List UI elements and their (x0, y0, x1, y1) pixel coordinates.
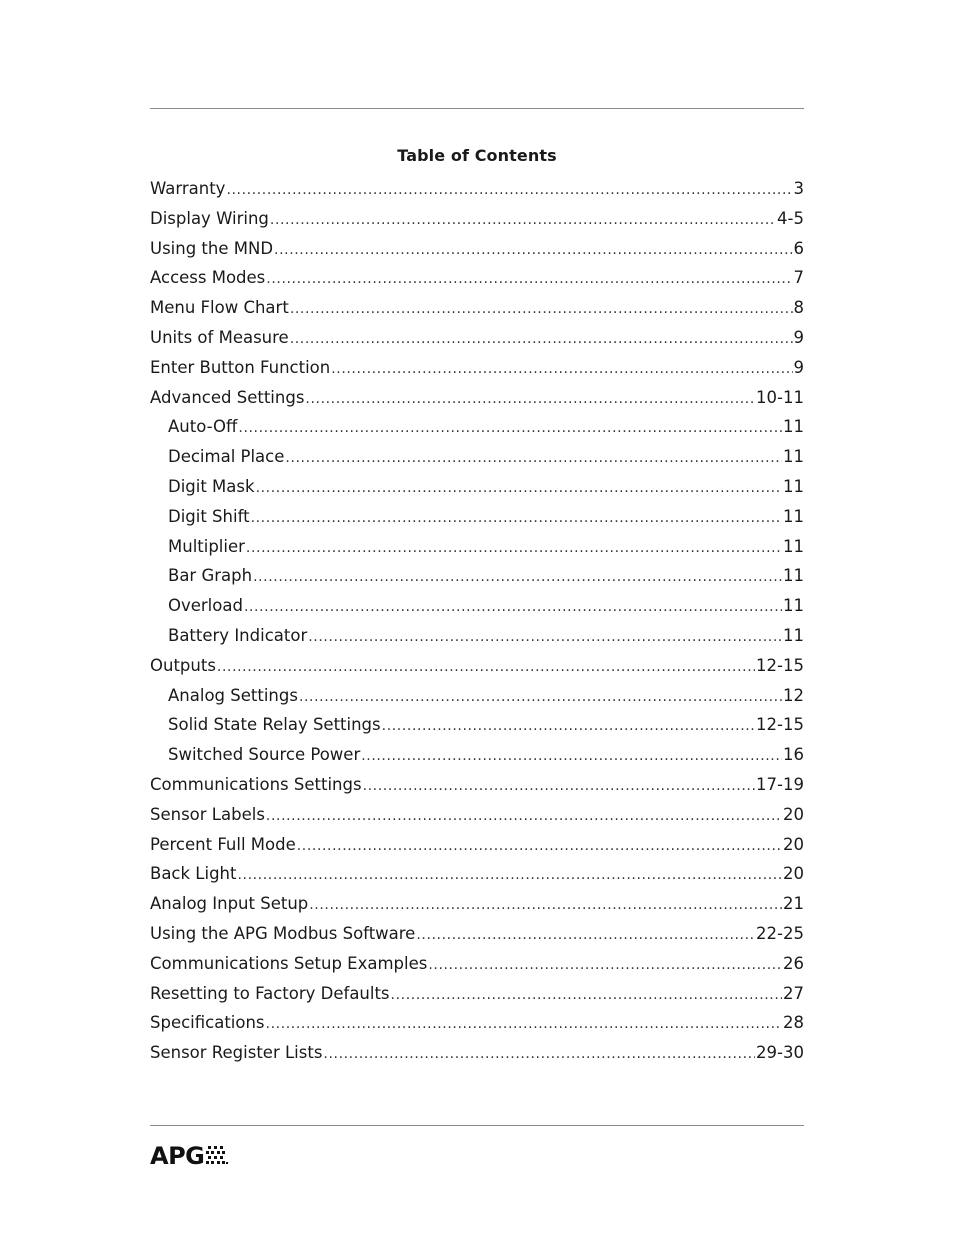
toc-dot-leader (274, 236, 792, 266)
toc-entry (150, 561, 804, 591)
toc-entry-label: Switched Source Power (168, 745, 361, 765)
toc-entry (150, 323, 804, 353)
toc-entry (150, 949, 804, 979)
toc-entry (150, 502, 804, 532)
toc-entry-page: 11 (783, 476, 804, 496)
toc-dot-leader (217, 653, 755, 683)
toc-entry-label: Digit Mask (168, 476, 255, 496)
toc-entry-page: 9 (793, 357, 804, 377)
toc-entry-label: Resetting to Factory Defaults (150, 983, 390, 1003)
toc-entry-page: 11 (783, 596, 804, 616)
toc-dot-leader (270, 206, 776, 236)
apg-dot-grid-icon (206, 1146, 228, 1166)
toc-entry-label: Analog Input Setup (150, 894, 309, 914)
toc-dot-leader (253, 563, 782, 593)
toc-entry-page: 10-11 (756, 387, 804, 407)
toc-entry (150, 889, 804, 919)
toc-entry-label: Overload (168, 596, 243, 616)
table-of-contents (150, 174, 804, 1068)
toc-entry (150, 591, 804, 621)
toc-dot-leader (391, 981, 782, 1011)
toc-entry-label: Multiplier (168, 536, 245, 556)
toc-dot-leader (361, 742, 782, 772)
toc-dot-leader (290, 295, 793, 325)
toc-entry-page: 6 (793, 238, 804, 258)
toc-entry-label: Units of Measure (150, 327, 289, 347)
toc-entry (150, 472, 804, 502)
toc-dot-leader (331, 355, 792, 385)
footer-rule (150, 1125, 804, 1126)
toc-dot-leader (363, 772, 755, 802)
toc-dot-leader (251, 504, 782, 534)
toc-entry (150, 353, 804, 383)
toc-dot-leader (266, 802, 782, 832)
toc-entry (150, 830, 804, 860)
toc-entry (150, 800, 804, 830)
toc-entry-label: Warranty (150, 179, 226, 198)
toc-entry-label: Percent Full Mode (150, 834, 296, 854)
toc-dot-leader (428, 951, 782, 981)
toc-entry (150, 532, 804, 562)
toc-entry-label: Digit Shift (168, 506, 250, 526)
toc-entry-label: Sensor Labels (150, 804, 265, 824)
toc-entry (150, 740, 804, 770)
toc-entry-label: Solid State Relay Settings (168, 715, 381, 735)
toc-entry-page: 11 (783, 447, 804, 467)
toc-entry-label: Auto-Off (168, 417, 238, 437)
toc-entry-label: Using the APG Modbus Software (150, 923, 416, 943)
toc-entry-label: Using the MND (150, 238, 274, 258)
toc-entry-page: 9 (793, 327, 804, 347)
toc-entry (150, 412, 804, 442)
toc-dot-leader (290, 325, 793, 355)
toc-entry-page: 26 (783, 953, 804, 973)
toc-entry (150, 1038, 804, 1068)
toc-dot-leader (244, 593, 782, 623)
toc-entry-page: 4-5 (777, 208, 804, 228)
toc-entry-label: Advanced Settings (150, 387, 305, 407)
toc-entry (150, 234, 804, 264)
toc-entry (150, 204, 804, 234)
toc-dot-leader (256, 474, 782, 504)
toc-entry-page: 29-30 (756, 1043, 804, 1063)
toc-entry (150, 174, 804, 204)
toc-entry-page: 12-15 (756, 655, 804, 675)
toc-entry-page: 27 (783, 983, 804, 1003)
toc-entry-page: 11 (783, 417, 804, 437)
company-logo (150, 1144, 228, 1168)
toc-entry (150, 263, 804, 293)
toc-entry-page: 11 (783, 506, 804, 526)
toc-entry-page: 20 (783, 834, 804, 854)
toc-entry (150, 979, 804, 1009)
toc-entry (150, 442, 804, 472)
toc-entry-label: Menu Flow Chart (150, 298, 289, 318)
toc-dot-leader (299, 683, 782, 713)
toc-entry-page: 3 (793, 179, 804, 198)
toc-dot-leader (226, 176, 792, 206)
toc-entry-page: 12 (783, 685, 804, 705)
toc-entry-page: 22-25 (756, 923, 804, 943)
toc-entry-page: 21 (783, 894, 804, 914)
toc-entry (150, 293, 804, 323)
page-title: Table of Contents (397, 146, 557, 165)
toc-entry (150, 383, 804, 413)
toc-entry-page: 12-15 (756, 715, 804, 735)
toc-entry-page: 11 (783, 625, 804, 645)
toc-dot-leader (297, 832, 782, 862)
toc-entry-page: 8 (793, 298, 804, 318)
toc-entry (150, 651, 804, 681)
toc-entry-page: 16 (783, 745, 804, 765)
toc-dot-leader (266, 265, 792, 295)
toc-entry-label: Bar Graph (168, 566, 253, 586)
toc-entry-label: Communications Setup Examples (150, 953, 428, 973)
toc-entry-label: Analog Settings (168, 685, 298, 705)
toc-entry (150, 681, 804, 711)
toc-dot-leader (266, 1010, 782, 1040)
toc-entry-label: Decimal Place (168, 447, 285, 467)
toc-dot-leader (238, 414, 782, 444)
toc-entry-label: Back Light (150, 864, 237, 884)
toc-entry-label: Access Modes (150, 268, 266, 288)
toc-entry-page: 20 (783, 804, 804, 824)
toc-entry-label: Display Wiring (150, 208, 269, 228)
toc-entry (150, 621, 804, 651)
toc-entry (150, 859, 804, 889)
toc-entry-label: Outputs (150, 655, 216, 675)
toc-entry-page: 11 (783, 536, 804, 556)
toc-entry-page: 28 (783, 1013, 804, 1033)
toc-dot-leader (416, 921, 755, 951)
toc-entry (150, 919, 804, 949)
toc-dot-leader (246, 534, 782, 564)
toc-entry (150, 1008, 804, 1038)
header-rule (150, 108, 804, 109)
toc-entry-label: Specifications (150, 1013, 265, 1033)
toc-dot-leader (309, 891, 782, 921)
logo-text: APG (150, 1142, 205, 1170)
toc-entry-label: Battery Indicator (168, 625, 308, 645)
toc-dot-leader (237, 861, 782, 891)
toc-dot-leader (308, 623, 782, 653)
toc-entry-label: Communications Settings (150, 774, 362, 794)
toc-entry (150, 710, 804, 740)
toc-entry-page: 11 (783, 566, 804, 586)
toc-entry-page: 17-19 (756, 774, 804, 794)
toc-entry (150, 770, 804, 800)
toc-dot-leader (305, 385, 755, 415)
toc-dot-leader (382, 712, 755, 742)
toc-entry-page: 7 (793, 268, 804, 288)
toc-entry-page: 20 (783, 864, 804, 884)
toc-dot-leader (285, 444, 782, 474)
toc-entry-label: Sensor Register Lists (150, 1043, 323, 1063)
toc-dot-leader (323, 1040, 755, 1070)
toc-entry-label: Enter Button Function (150, 357, 331, 377)
